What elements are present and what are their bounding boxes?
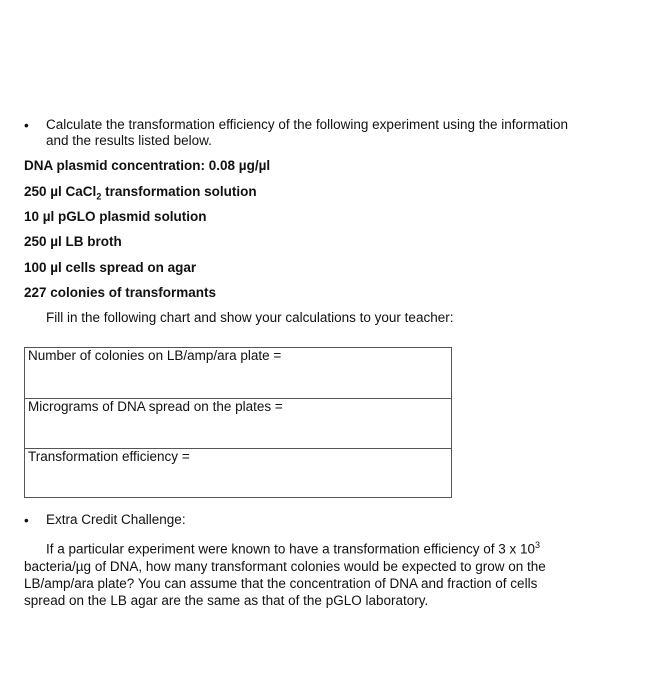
lb-broth-line: 250 µl LB broth: [24, 234, 122, 249]
extra-credit-bullet: [24, 512, 584, 528]
bullet-marker: •: [24, 513, 29, 528]
chart-row-micrograms[interactable]: [25, 398, 451, 448]
chart-instruction: Fill in the following chart and show your calculations to your teacher:: [46, 310, 454, 325]
extra-credit-body: [24, 537, 564, 609]
cacl2-suffix: transformation solution: [101, 184, 257, 199]
extra-credit-heading: Extra Credit Challenge:: [46, 512, 186, 527]
chart-row-label: Micrograms of DNA spread on the plates =: [28, 399, 283, 414]
cacl2-prefix: 250 µl CaCl: [24, 184, 97, 199]
extra-credit-exponent: 3: [535, 540, 541, 550]
chart-row-label: Number of colonies on LB/amp/ara plate =: [28, 348, 282, 363]
colonies-line: 227 colonies of transformants: [24, 285, 217, 300]
bullet-marker: •: [24, 118, 29, 133]
pglo-line: 10 µl pGLO plasmid solution: [24, 209, 207, 224]
calculation-chart: [24, 347, 452, 498]
chart-row-efficiency[interactable]: [25, 448, 451, 497]
instruction-bullet: [24, 117, 584, 149]
dna-concentration-line: DNA plasmid concentration: 0.08 µg/µl: [24, 158, 271, 173]
extra-credit-body-prefix: If a particular experiment were known to have a transformation efficiency of 3 x 10: [46, 541, 535, 557]
cacl2-subscript: 2: [96, 191, 102, 202]
chart-row-colonies[interactable]: [25, 348, 451, 398]
extra-credit-body-suffix: bacteria/µg of DNA, how many transformant colonies would be expected to grow on the LB/amp/ara plate? You can assume that the concentration of DNA and fraction of cells spread on the LB agar are the same as that of the pGLO laboratory.: [24, 558, 546, 608]
chart-row-label: Transformation efficiency =: [28, 449, 190, 464]
instruction-text: Calculate the transformation efficiency of the following experiment using the information and the results listed below.: [46, 117, 569, 148]
cacl2-line: [24, 183, 257, 206]
cells-line: 100 µl cells spread on agar: [24, 260, 197, 275]
